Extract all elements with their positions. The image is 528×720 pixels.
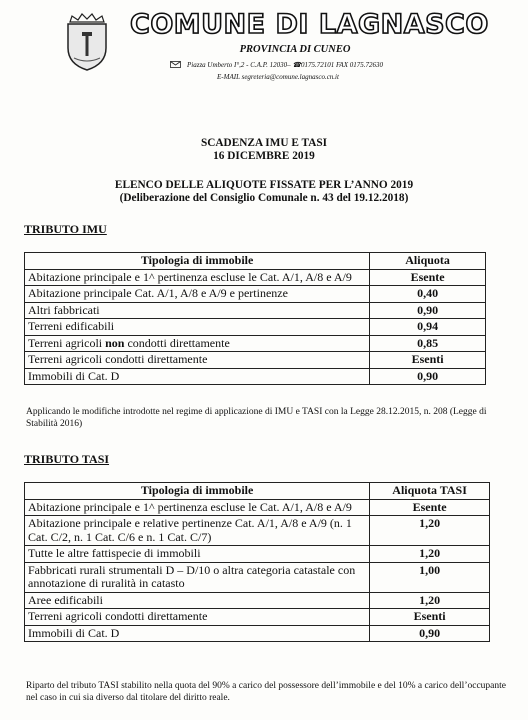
imu-row-type-pre: Terreni agricoli	[28, 335, 106, 350]
imu-table-header	[25, 253, 486, 270]
table-row	[25, 302, 486, 319]
province-label: PROVINCIA DI CUNEO	[239, 44, 351, 55]
imu-row-type	[25, 335, 370, 352]
resolution-reference: (Deliberazione del Consiglio Comunale n. 43 del 19.12.2018)	[119, 192, 409, 204]
table-row	[25, 319, 486, 336]
tasi-row-type: Terreni agricoli condotti direttamente	[25, 609, 370, 626]
table-row	[25, 368, 486, 385]
tasi-row-type: Tutte le altre fattispecie di immobili	[25, 546, 370, 563]
imu-row-rate: 0,85	[370, 335, 486, 352]
imu-row-type-emphasis: non	[105, 335, 125, 350]
envelope-icon	[170, 61, 181, 70]
imu-row-type: Abitazione principale Cat. A/1, A/8 e A/9 e pertinenze	[25, 286, 370, 303]
table-row	[25, 562, 490, 592]
address-text: Piazza Umberto I°,2 - C.A.P. 12030– ☎0175.72101 FAX 0175.72630	[187, 61, 383, 70]
tasi-row-type: Fabbricati rurali strumentali D – D/10 o altra categoria catastale con annotazione di ruralità in catasto	[25, 562, 370, 592]
municipality-title: COMUNE DI LAGNASCO	[130, 9, 489, 40]
imu-col-type: Tipologia di immobile	[25, 253, 370, 270]
imu-row-rate: 0,90	[370, 368, 486, 385]
deadline-date: 16 DICEMBRE 2019	[213, 150, 315, 162]
coat-of-arms-icon	[62, 12, 112, 72]
tasi-row-rate: 0,90	[370, 625, 490, 642]
tasi-row-type: Immobili di Cat. D	[25, 625, 370, 642]
imu-row-type: Abitazione principale e 1^ pertinenza escluse le Cat. A/1, A/8 e A/9	[25, 269, 370, 286]
tasi-row-rate: 1,00	[370, 562, 490, 592]
tasi-row-type: Abitazione principale e relative pertinenze Cat. A/1, A/8 e A/9 (n. 1 Cat. C/2, n. 1 Cat. C/6 e n. 1 Cat. C/7)	[25, 516, 370, 546]
tasi-row-type: Aree edificabili	[25, 592, 370, 609]
imu-note: Applicando le modifiche introdotte nel regime di applicazione di IMU e TASI con la Legge 28.12.2015, n. 208 (Legge di Stabilità 2016)	[26, 407, 487, 429]
imu-row-type-post: condotti direttamente	[124, 335, 230, 350]
imu-col-rate: Aliquota	[370, 253, 486, 270]
tasi-row-type: Abitazione principale e 1^ pertinenza escluse le Cat. A/1, A/8 e A/9	[25, 499, 370, 516]
table-row	[25, 592, 490, 609]
tasi-table-header	[25, 483, 490, 500]
tasi-row-rate: Esente	[370, 499, 490, 516]
table-row	[25, 335, 486, 352]
tasi-col-type: Tipologia di immobile	[25, 483, 370, 500]
imu-row-type: Terreni agricoli condotti direttamente	[25, 352, 370, 369]
imu-row-rate: Esente	[370, 269, 486, 286]
table-row	[25, 269, 486, 286]
imu-table	[24, 252, 486, 385]
tasi-row-rate: 1,20	[370, 546, 490, 563]
table-row	[25, 352, 486, 369]
imu-row-rate: 0,40	[370, 286, 486, 303]
imu-row-type: Immobili di Cat. D	[25, 368, 370, 385]
rates-list-title: ELENCO DELLE ALIQUOTE FISSATE PER L’ANNO 2019	[114, 179, 414, 191]
table-row	[25, 546, 490, 563]
tasi-section-title: TRIBUTO TASI	[24, 452, 110, 466]
address-line	[170, 61, 383, 70]
tasi-note: Riparto del tributo TASI stabilito nella quota del 90% a carico del possessore dell’immobile e del 10% a carico dell’occupante nel caso in cui sia diverso dal titolare del diritto reale.	[26, 681, 506, 703]
imu-row-type: Terreni edificabili	[25, 319, 370, 336]
table-row	[25, 516, 490, 546]
imu-row-rate: Esenti	[370, 352, 486, 369]
email-line: E-MAIL segreteria@comune.lagnasco.cn.it	[217, 73, 339, 81]
tasi-table	[24, 482, 490, 642]
deadline-title: SCADENZA IMU E TASI	[200, 137, 328, 149]
imu-section-title: TRIBUTO IMU	[24, 222, 107, 236]
tasi-col-rate: Aliquota TASI	[370, 483, 490, 500]
tasi-row-rate: 1,20	[370, 516, 490, 546]
imu-row-rate: 0,90	[370, 302, 486, 319]
table-row	[25, 609, 490, 626]
tasi-row-rate: 1,20	[370, 592, 490, 609]
imu-row-type: Altri fabbricati	[25, 302, 370, 319]
table-row	[25, 499, 490, 516]
tasi-row-rate: Esenti	[370, 609, 490, 626]
table-row	[25, 625, 490, 642]
imu-row-rate: 0,94	[370, 319, 486, 336]
table-row	[25, 286, 486, 303]
